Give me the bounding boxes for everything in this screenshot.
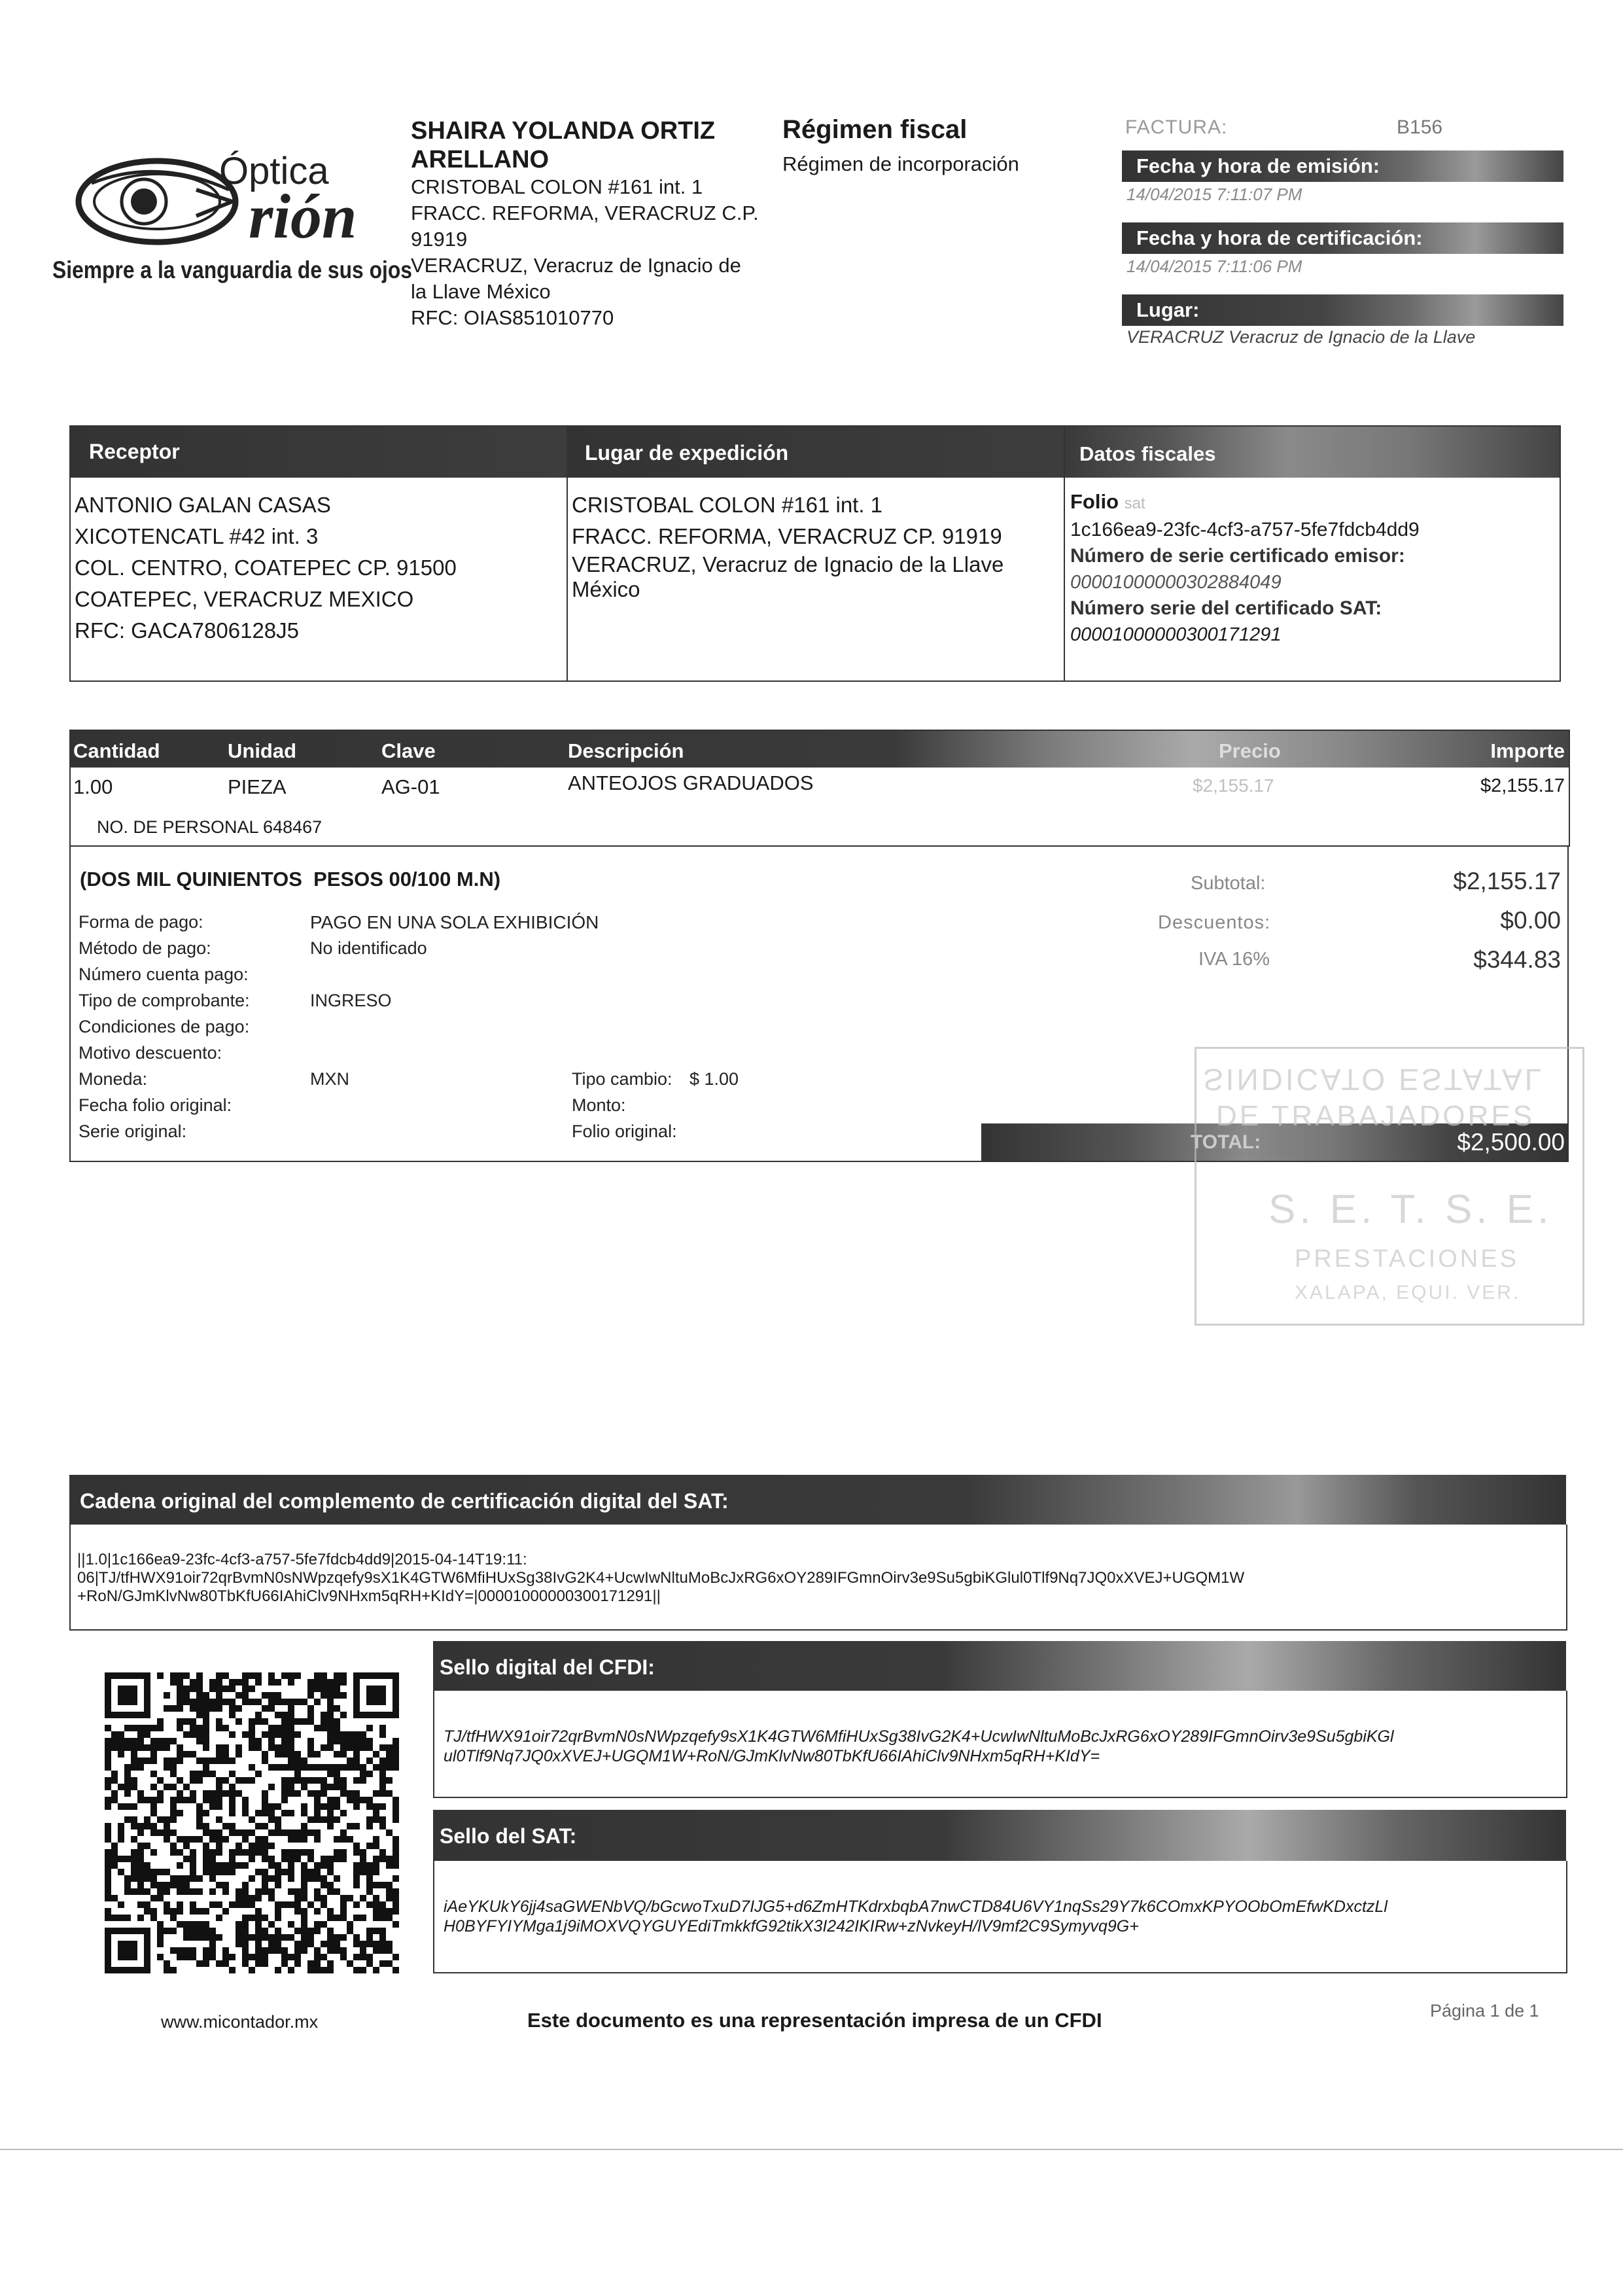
tipo-comprobante-value: INGRESO (310, 991, 392, 1010)
row-precio: $2,155.17 (1193, 775, 1274, 796)
folio-original-label: Folio original: (572, 1122, 677, 1141)
footer-website: www.micontador.mx (161, 2012, 319, 2032)
personal-note: NO. DE PERSONAL 648467 (97, 817, 323, 837)
folio-suffix: sat (1124, 495, 1145, 512)
issuer-address1: CRISTOBAL COLON #161 int. 1 (411, 175, 703, 198)
col-importe: Importe (1490, 739, 1565, 762)
subtotal-label: Subtotal: (1191, 873, 1266, 894)
qr-code-icon (105, 1672, 399, 1973)
cadena-header: Cadena original del complemento de certificación digital del SAT: (69, 1475, 1566, 1525)
sello-sat-header: Sello del SAT: (433, 1810, 1566, 1861)
row-unidad: PIEZA (228, 775, 287, 798)
items-table (69, 730, 1570, 847)
issuer-address5: la Llave México (411, 280, 551, 303)
serie-emisor-value: 00001000000302884049 (1070, 572, 1282, 593)
cuenta-pago-label: Número cuenta pago: (79, 964, 249, 984)
issuer-block (411, 116, 790, 331)
col-unidad: Unidad (228, 739, 297, 762)
serie-emisor-label: Número de serie certificado emisor: (1070, 545, 1405, 567)
certificacion-value: 14/04/2015 7:11:06 PM (1126, 256, 1302, 276)
certificacion-header: Fecha y hora de certificación: (1122, 222, 1563, 254)
brand-main: rión (249, 181, 357, 251)
footer-page: Página 1 de 1 (1430, 2001, 1539, 2021)
total-label: TOTAL: (1191, 1131, 1261, 1153)
iva-value: $344.83 (1473, 946, 1561, 973)
descuentos-label: Descuentos: (1158, 912, 1271, 933)
sello-sat-line2: H0BYFYIYMga1j9iMOXVQYGUYEdiTmkkfG92tikX3I242IKIRw+zNvkeyH/lV9mf2C9Symyvq9G+ (444, 1917, 1139, 1935)
condiciones-label: Condiciones de pago: (79, 1017, 250, 1036)
sello-sat-line1: iAeYKUkY6jj4saGWENbVQ/bGcwoTxuD7IJG5+d6ZmHTKdrxbqbA7nwCTD84U6VY1nqSs29Y7k6COmxKPYOObOmEfwKDxctzLl (444, 1898, 1387, 1916)
cadena-line2: 06|TJ/tfHWX91oir72qrBvmN0sNWpzqefy9sX1K4GTW6MfiHUxSg38IvG2K4+UcwIwNltuMoBcJxRG6xOY289IFGmnOirv3e9Su5gbiKGlul0Tlf9Nq7JQ0xXVEJ+UGQM1W (77, 1569, 1245, 1587)
folio-label: Folio (1070, 490, 1119, 513)
expedicion-box (567, 425, 1066, 682)
folio-value: 1c166ea9-23fc-4cf3-a757-5fe7fdcb4dd9 (1070, 519, 1420, 540)
receptor-box (69, 425, 569, 682)
footer-note: Este documento es una representación impresa de un CFDI (527, 2009, 1102, 2032)
cadena-line3: +RoN/GJmKlvNw80TbKfU66IAhiClv9NHxm5qRH+KIdY=|00001000000300171291|| (77, 1587, 661, 1605)
sello-cfdi-line1: TJ/tfHWX91oir72qrBvmN0sNWpzqefy9sX1K4GTW6MfiHUxSg38IvG2K4+UcwIwNltuMoBcJxRG6xOY289IFGmnOirv3e9Su5gbiKGl (444, 1727, 1394, 1746)
expedicion-header: Lugar de expedición (568, 427, 1065, 478)
col-descripcion: Descripción (568, 739, 684, 762)
expedicion-address4: México (572, 577, 640, 601)
regimen-block (782, 115, 1019, 176)
company-logo (52, 144, 412, 294)
regimen-title: Régimen fiscal (782, 115, 968, 144)
serie-sat-value: 00001000000300171291 (1070, 624, 1282, 645)
sello-cfdi-header: Sello digital del CFDI: (433, 1641, 1566, 1691)
iva-label: IVA 16% (1198, 949, 1270, 970)
monto-label: Monto: (572, 1095, 626, 1115)
total-value: $2,500.00 (1457, 1129, 1565, 1156)
issuer-name-line2: ARELLANO (411, 146, 550, 173)
union-stamp (1195, 1047, 1584, 1326)
expedicion-address3: VERACRUZ, Veracruz de Ignacio de la Llave (572, 552, 1004, 576)
items-header (71, 731, 1569, 768)
receptor-address1: XICOTENCATL #42 int. 3 (75, 524, 319, 548)
forma-pago-label: Forma de pago: (79, 912, 203, 932)
expedicion-address2: FRACC. REFORMA, VERACRUZ CP. 91919 (572, 524, 1002, 548)
moneda-value: MXN (310, 1069, 349, 1089)
motivo-descuento-label: Motivo descuento: (79, 1043, 222, 1063)
factura-value: B156 (1397, 116, 1443, 138)
row-importe: $2,155.17 (1480, 775, 1565, 796)
receptor-rfc: RFC: GACA7806128J5 (75, 618, 300, 643)
amount-words: (DOS MIL QUINIENTOS PESOS 00/100 M.N) (80, 868, 501, 891)
metodo-pago-label: Método de pago: (79, 938, 211, 958)
receptor-name: ANTONIO GALAN CASAS (75, 493, 331, 517)
col-cantidad: Cantidad (73, 739, 160, 762)
moneda-label: Moneda: (79, 1069, 148, 1089)
sello-sat-box (433, 1861, 1567, 1973)
subtotal-value: $2,155.17 (1453, 868, 1561, 894)
issuer-address3: 91919 (411, 228, 468, 251)
stamp-line3: S. E. T. S. E. (1268, 1187, 1553, 1232)
sello-cfdi-box (433, 1691, 1567, 1798)
descuentos-value: $0.00 (1500, 907, 1561, 934)
datos-fiscales-box (1064, 425, 1561, 682)
bottom-divider (0, 2149, 1623, 2150)
folio-line (1070, 487, 1554, 519)
emision-header: Fecha y hora de emisión: (1122, 150, 1563, 182)
brand-slogan: Siempre a la vanguardia de sus ojos (52, 256, 412, 283)
stamp-line1: SINDICATO ESTATAL (1203, 1063, 1544, 1097)
issuer-rfc: RFC: OIAS851010770 (411, 306, 614, 329)
lugar-header: Lugar: (1122, 294, 1563, 326)
fecha-folio-label: Fecha folio original: (79, 1095, 232, 1115)
tipo-comprobante-label: Tipo de comprobante: (79, 991, 250, 1010)
cadena-line1: ||1.0|1c166ea9-23fc-4cf3-a757-5fe7fdcb4dd9|2015-04-14T19:11: (77, 1551, 527, 1568)
regimen-value: Régimen de incorporación (782, 152, 1019, 175)
cadena-box (69, 1525, 1567, 1631)
issuer-address2: FRACC. REFORMA, VERACRUZ C.P. (411, 202, 759, 224)
factura-label: FACTURA: (1125, 116, 1228, 138)
datos-fiscales-header: Datos fiscales (1065, 427, 1560, 478)
forma-pago-value: PAGO EN UNA SOLA EXHIBICIÓN (310, 912, 599, 932)
serie-original-label: Serie original: (79, 1122, 187, 1141)
receptor-address3: COATEPEC, VERACRUZ MEXICO (75, 587, 414, 611)
serie-sat-label: Número serie del certificado SAT: (1070, 597, 1382, 619)
issuer-name-line1: SHAIRA YOLANDA ORTIZ (411, 117, 716, 145)
metodo-pago-value: No identificado (310, 938, 427, 958)
receptor-header: Receptor (71, 427, 568, 478)
lugar-value: VERACRUZ Veracruz de Ignacio de la Llave (1126, 327, 1476, 347)
row-clave: AG-01 (381, 775, 440, 798)
row-cantidad: 1.00 (73, 775, 113, 798)
col-precio: Precio (1219, 739, 1281, 762)
tipo-cambio-value: $ 1.00 (689, 1069, 739, 1089)
brand-top: Óptica (219, 150, 329, 192)
row-descripcion: ANTEOJOS GRADUADOS (568, 771, 814, 794)
col-clave: Clave (381, 739, 436, 762)
sello-cfdi-line2: ul0Tlf9Nq7JQ0xXVEJ+UGQM1W+RoN/GJmKlvNw80TbKfU66IAhiClv9NHxm5qRH+KIdY= (444, 1747, 1100, 1765)
stamp-line4: PRESTACIONES (1295, 1245, 1519, 1273)
emision-value: 14/04/2015 7:11:07 PM (1126, 185, 1302, 204)
issuer-address4: VERACRUZ, Veracruz de Ignacio de (411, 254, 741, 277)
table-row (71, 768, 1569, 807)
tipo-cambio-label: Tipo cambio: (572, 1069, 672, 1089)
receptor-address2: COL. CENTRO, COATEPEC CP. 91500 (75, 556, 457, 580)
stamp-line2: DE TRABAJADORES (1216, 1100, 1535, 1132)
stamp-line5: XALAPA, EQUI. VER. (1295, 1282, 1521, 1303)
expedicion-address1: CRISTOBAL COLON #161 int. 1 (572, 493, 883, 517)
